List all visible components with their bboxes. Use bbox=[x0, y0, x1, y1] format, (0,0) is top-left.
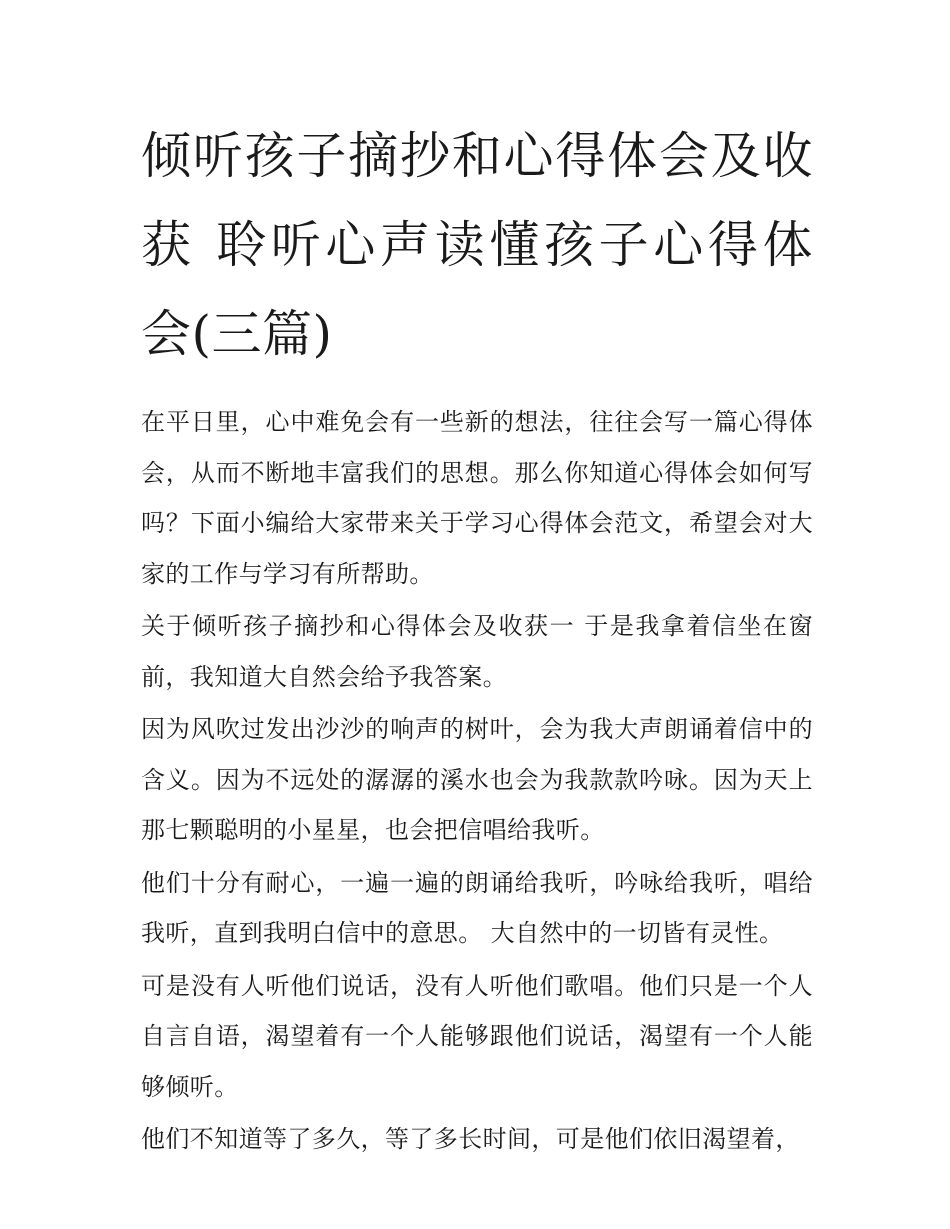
paragraph-intro: 在平日里，心中难免会有一些新的想法，往往会写一篇心得体会，从而不断地丰富我们的思想。那么你知道心得体会如何写吗？下面小编给大家带来关于学习心得体会范文，希望会对大家的工作与学习有所帮助。 bbox=[141, 408, 813, 588]
paragraph-nature-voices: 因为风吹过发出沙沙的响声的树叶，会为我大声朗诵着信中的含义。因为不远处的潺潺的溪水也会为我款款吟咏。因为天上那七颗聪明的小星星，也会把信唱给我听。 bbox=[141, 715, 813, 844]
paragraph-patience: 他们十分有耐心，一遍一遍的朗诵给我听，吟咏给我听，唱给我听，直到我明白信中的意思。 大自然中的一切皆有灵性。 bbox=[141, 868, 813, 947]
document-body bbox=[141, 397, 813, 1165]
paragraph-section-one: 关于倾听孩子摘抄和心得体会及收获一 于是我拿着信坐在窗前，我知道大自然会给予我答案。 bbox=[141, 612, 813, 691]
paragraph-no-listener: 可是没有人听他们说话，没有人听他们歌唱。他们只是一个人自言自语，渴望着有一个人能够跟他们说话，渴望有一个人能够倾听。 bbox=[141, 971, 813, 1101]
paragraph-waiting: 他们不知道等了多久，等了多长时间，可是他们依旧渴望着， bbox=[141, 1125, 800, 1153]
document-page bbox=[141, 112, 813, 1167]
document-title: 倾听孩子摘抄和心得体会及收获 聆听心声读懂孩子心得体会(三篇) bbox=[141, 127, 813, 363]
